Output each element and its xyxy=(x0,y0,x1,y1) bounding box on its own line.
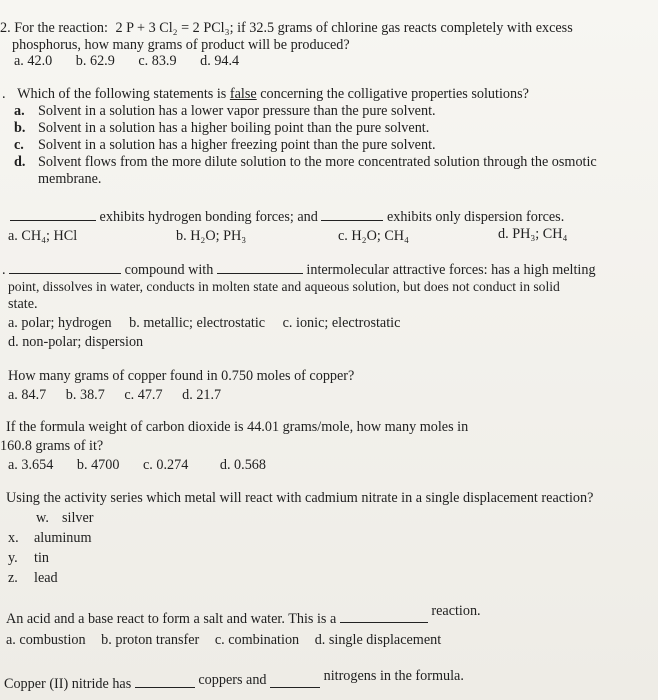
q2-option-c[interactable]: c. Solvent in a solution has a higher freezing point than the pure solvent. xyxy=(14,137,436,153)
q8-option-c[interactable]: c. combination xyxy=(214,632,300,648)
q7-stem: Using the activity series which metal will react with cadmium nitrate in a single displacement reaction? xyxy=(6,490,594,506)
q5-stem: How many grams of copper found in 0.750 moles of copper? xyxy=(8,368,355,384)
q3-blank-1[interactable] xyxy=(10,208,96,221)
q2-option-d-cont: membrane. xyxy=(38,171,102,187)
q7-option-z[interactable]: z. lead xyxy=(8,570,58,586)
q5-option-b[interactable]: b. 38.7 xyxy=(65,387,105,403)
q8-blank[interactable] xyxy=(340,610,428,623)
q4-blank-1[interactable] xyxy=(9,261,121,274)
q9-stem: Copper (II) nitride has coppers and nitrogens in the formula. xyxy=(4,668,464,692)
q5-option-c[interactable]: c. 47.7 xyxy=(124,387,163,403)
q3-option-c[interactable]: c. H₂O; CH₄ xyxy=(338,228,409,244)
q1-option-c[interactable]: c. 83.9 xyxy=(138,53,177,69)
q7-option-w[interactable]: w. silver xyxy=(36,510,94,526)
q8-option-b[interactable]: b. proton transfer xyxy=(101,632,200,648)
q4-options-row1 xyxy=(8,315,400,332)
q5-option-a[interactable]: a. 84.7 xyxy=(8,387,47,403)
q2-option-d[interactable]: d. Solvent flows from the more dilute solution to the more concentrated solution through the osmotic xyxy=(14,154,597,170)
q3-stem: exhibits hydrogen bonding forces; and exhibits only dispersion forces. xyxy=(10,208,564,226)
q7-option-y[interactable]: y. tin xyxy=(8,550,49,566)
q6-option-a[interactable]: a. 3.654 xyxy=(8,457,54,473)
q2-stem: . Which of the following statements is false concerning the colligative properties solutions? xyxy=(2,86,529,102)
q4-option-b[interactable]: b. metallic; electrostatic xyxy=(129,315,266,331)
q6-options xyxy=(8,457,266,474)
q4-option-c[interactable]: c. ionic; electrostatic xyxy=(282,315,401,331)
q8-option-a[interactable]: a. combustion xyxy=(6,632,86,648)
q8-option-d[interactable]: d. single displacement xyxy=(314,632,442,648)
q3-option-d[interactable]: d. PH₃; CH₄ xyxy=(498,226,568,242)
q4-stem-line1: . compound with intermolecular attractive forces: has a high melting xyxy=(2,262,596,278)
q9-blank-2[interactable] xyxy=(270,675,320,688)
q6-stem-line1: If the formula weight of carbon dioxide is 44.01 grams/mole, how many moles in xyxy=(6,419,469,435)
q3-option-b[interactable]: b. H₂O; PH₃ xyxy=(176,228,247,244)
q4-option-a[interactable]: a. polar; hydrogen xyxy=(8,315,112,331)
q7-option-x[interactable]: x. aluminum xyxy=(8,530,92,546)
q1-option-d[interactable]: d. 94.4 xyxy=(200,53,240,69)
q4-option-d[interactable]: d. non-polar; dispersion xyxy=(8,334,144,350)
q6-option-c[interactable]: c. 0.274 xyxy=(142,457,189,473)
q1-options xyxy=(14,53,239,70)
q1-stem-line2: phosphorus, how many grams of product will be produced? xyxy=(12,37,350,53)
q8-stem: An acid and a base react to form a salt and water. This is a reaction. xyxy=(6,603,481,627)
q5-option-d[interactable]: d. 21.7 xyxy=(182,387,222,403)
q1-option-b[interactable]: b. 62.9 xyxy=(75,53,115,69)
q6-option-d[interactable]: d. 0.568 xyxy=(219,457,266,473)
q3-option-a[interactable]: a. CH₄; HCl xyxy=(8,228,78,244)
q6-option-b[interactable]: b. 4700 xyxy=(76,457,120,473)
q8-options xyxy=(6,632,441,649)
q1-option-a[interactable]: a. 42.0 xyxy=(14,53,53,69)
q2-option-a[interactable]: a. Solvent in a solution has a lower vapor pressure than the pure solvent. xyxy=(14,103,436,119)
q2-option-b[interactable]: b. Solvent in a solution has a higher boiling point than the pure solvent. xyxy=(14,120,430,136)
q4-stem-line2: point, dissolves in water, conducts in molten state and aqueous solution, but does not conduct in solid xyxy=(8,279,560,294)
q6-stem-line2: 160.8 grams of it? xyxy=(0,438,104,454)
q4-blank-2[interactable] xyxy=(217,261,303,274)
q1-stem-line1: 2. For the reaction: 2 P + 3 Cl₂ = 2 PCl₃; if 32.5 grams of chlorine gas reacts completely with excess xyxy=(0,20,573,36)
q9-blank-1[interactable] xyxy=(135,675,195,688)
q3-blank-2[interactable] xyxy=(321,208,383,221)
q4-stem-line3: state. xyxy=(8,296,38,312)
q5-options xyxy=(8,387,221,404)
